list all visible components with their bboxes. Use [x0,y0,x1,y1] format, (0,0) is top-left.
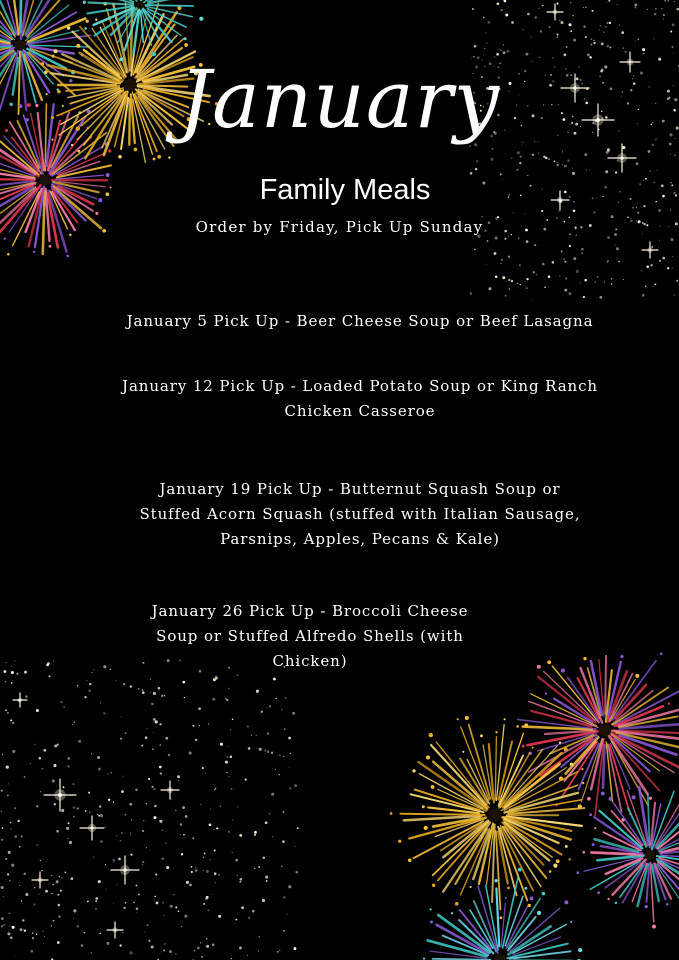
sparkle-field [1,659,299,960]
firework-burst-icon [577,787,679,929]
meal-line: Soup or Stuffed Alfredo Shells (with [156,627,464,645]
sparkle-star-icon [13,693,27,707]
meal-line: Parsnips, Apples, Pecans & Kale) [220,530,500,548]
meal-line: January 19 Pick Up - Butternut Squash Soup or [159,480,561,498]
meal-line: Chicken) [272,652,348,670]
meal-line: January 26 Pick Up - Broccoli Cheese [151,602,469,620]
sparkle-star-icon [107,922,123,938]
sparkle-star-icon [161,781,179,799]
sparkle-star-icon [642,242,658,258]
sparkle-star-icon [80,816,104,840]
meal-line: January 12 Pick Up - Loaded Potato Soup or King Ranch [122,377,598,395]
meal-line: Stuffed Acorn Squash (stuffed with Italian Sausage, [139,505,581,523]
firework-burst-icon [415,868,585,960]
meal-entry [70,374,650,424]
meal-entry [70,599,550,674]
order-note: Order by Friday, Pick Up Sunday [195,218,484,236]
sparkle-star-icon [547,4,563,20]
sparkle-star-icon [44,779,76,811]
meal-line: Chicken Casseroe [284,402,436,420]
firework-burst-icon [516,653,679,822]
meal-line: January 5 Pick Up - Beer Cheese Soup or Beef Lasagna [126,312,594,330]
subtitle: Family Meals [259,174,431,206]
meal-entry [70,309,650,334]
sparkle-field [469,0,679,300]
sparkle-star-icon [32,872,48,888]
meal-entry [70,477,650,552]
month-title: January [179,53,500,146]
